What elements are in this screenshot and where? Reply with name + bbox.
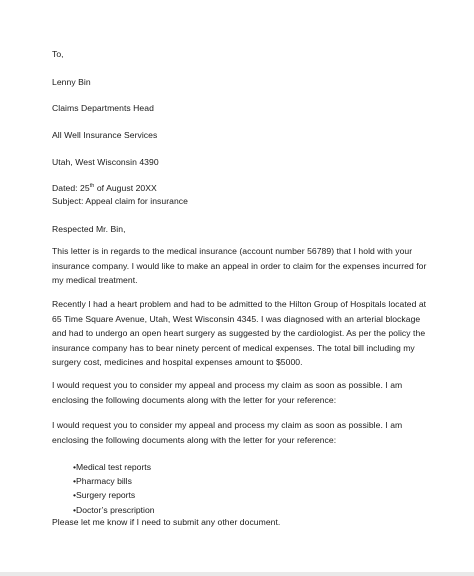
paragraph-4: I would request you to consider my appeal and process my claim as soon as possible. I am enclosing the following documents along with the letter for your reference: <box>52 420 403 445</box>
paragraph-2: Recently I had a heart problem and had to be admitted to the Hilton Group of Hospitals located at 65 Time Square Avenue, Utah, West Wisconsin 4345. I was diagnosed with an arterial blockage and had to undergo an open heart surgery as suggested by the cardiologist. As per the policy the insurance company has to bear ninety percent of medical expenses. The total bill including my surgery cost, medicines and hospital expenses amount to $5000. <box>52 299 427 367</box>
date-suffix: th <box>89 183 95 190</box>
salutation-to: To, <box>52 49 64 59</box>
letter-date <box>52 183 157 194</box>
letter-subject: Subject: Appeal claim for insurance <box>52 196 188 206</box>
list-item: •Doctor’s prescription <box>73 504 155 515</box>
paragraph-1: This letter is in regards to the medical insurance (account number 56789) that I hold with your insurance company. I would like to make an appeal in order to claim for the expenses incurred for my medical treatment. <box>52 246 427 285</box>
list-item: •Medical test reports <box>73 462 151 472</box>
company-name: All Well Insurance Services <box>52 130 158 140</box>
list-item: •Surgery reports <box>73 490 136 501</box>
list-item: •Pharmacy bills <box>73 476 132 487</box>
recipient-name: Lenny Bin <box>52 77 91 87</box>
page-bottom-divider <box>0 572 474 576</box>
date-prefix: Dated: 25 <box>52 183 90 193</box>
closing-line: Please let me know if I need to submit any other document. <box>52 517 281 527</box>
date-rest: of August 20XX <box>94 183 157 193</box>
greeting: Respected Mr. Bin, <box>52 224 126 234</box>
documents-list <box>73 460 155 517</box>
recipient-title: Claims Departments Head <box>52 103 154 113</box>
company-address: Utah, West Wisconsin 4390 <box>52 157 159 167</box>
paragraph-3: I would request you to consider my appeal and process my claim as soon as possible. I am enclosing the following documents along with the letter for your reference: <box>52 380 403 405</box>
